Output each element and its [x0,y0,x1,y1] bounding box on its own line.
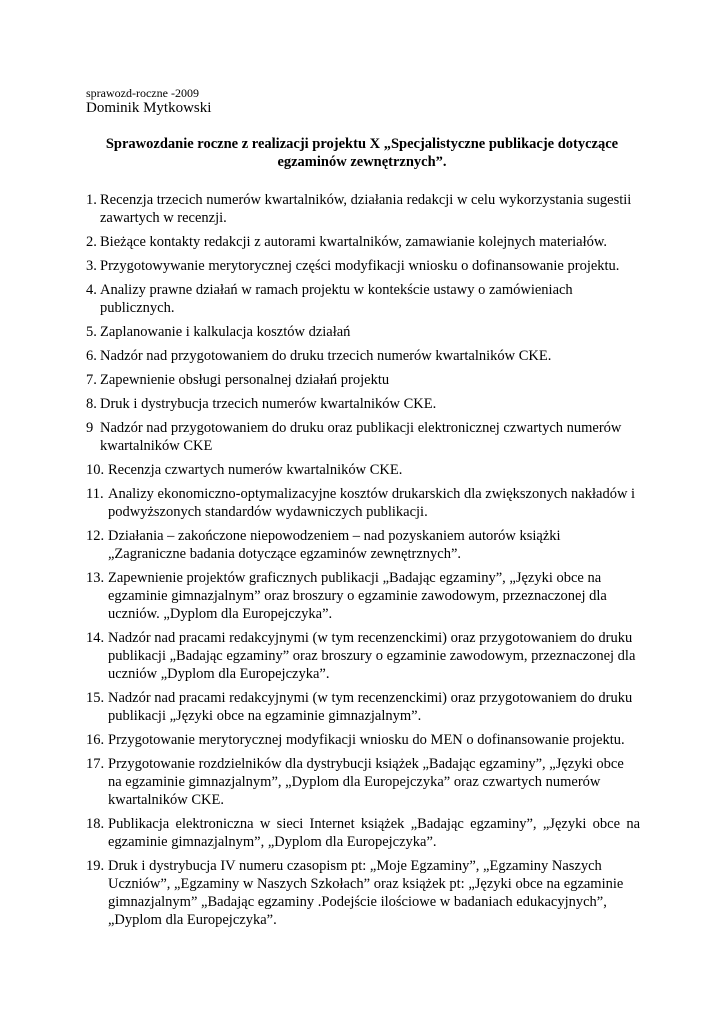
item-text: Bieżące kontakty redakcji z autorami kwartalników, zamawianie kolejnych materiałów. [100,234,608,250]
list-item [86,485,640,521]
item-text: Druk i dystrybucja IV numeru czasopism pt: „Moje Egzaminy”, „Egzaminy Naszych Uczniów”, „Egzaminy w Naszych Szkołach” oraz książek pt: „Języki obce na egzaminie gimnazjalnym” „Badając egzaminy .Podejście ilościowe w badaniach edukacyjnych”, „Dyplom dla Europejczyka”. [108,858,624,928]
author-name: Dominik Mytkowski [86,100,212,116]
item-number: 3. [86,258,97,274]
list-item [86,815,640,851]
item-number: 16. [86,732,105,748]
item-number: 19. [86,858,105,874]
item-text: Recenzja czwartych numerów kwartalników CKE. [108,462,403,478]
list-item [86,857,640,929]
list-item [86,347,640,365]
item-text: Nadzór nad pracami redakcyjnymi (w tym recenzenckimi) oraz przygotowaniem do druku publikacji „Badając egzaminy” oraz broszury o egzaminie zawodowym, przeznaczonej dla uczniów „Dyplom dla Europejczyka”. [108,630,636,682]
item-number: 10. [86,462,105,478]
list-item [86,629,640,683]
item-text: Analizy ekonomiczno-optymalizacyjne kosztów drukarskich dla zwiększonych nakładów i podwyższonych standardów wydawniczych publikacji. [108,486,636,520]
item-text: Nadzór nad przygotowaniem do druku trzecich numerów kwartalników CKE. [100,348,552,364]
item-text: Publikacja elektroniczna w sieci Internet książek „Badając egzaminy”, „Języki obce na egzaminie gimnazjalnym”, „Dyplom dla Europejczyka”. [108,816,640,850]
task-list [86,191,640,935]
item-number: 15. [86,690,105,706]
list-item [86,323,640,341]
item-text: Nadzór nad pracami redakcyjnymi (w tym recenzenckimi) oraz przygotowaniem do druku publikacji „Języki obce na egzaminie gimnazjalnym”. [108,690,633,724]
list-item [86,233,640,251]
list-item [86,461,640,479]
item-text: Przygotowywanie merytorycznej części modyfikacji wniosku o dofinansowanie projektu. [100,258,620,274]
item-text: Nadzór nad przygotowaniem do druku oraz publikacji elektronicznej czwartych numerów kwartalników CKE [100,420,622,454]
item-text: Zaplanowanie i kalkulacja kosztów działań [100,324,351,340]
item-number: 6. [86,348,97,364]
item-number: 12. [86,528,105,544]
list-item [86,371,640,389]
item-text: Działania – zakończone niepowodzeniem – nad pozyskaniem autorów książki „Zagraniczne badania dotyczące egzaminów zewnętrznych”. [108,528,561,562]
item-text: Przygotowanie rozdzielników dla dystrybucji książek „Badając egzaminy”, „Języki obce na egzaminie gimnazjalnym”, „Dyplom dla Europejczyka” oraz czwartych numerów kwartalników CKE. [108,756,624,808]
list-item [86,191,640,227]
item-text: Recenzja trzecich numerów kwartalników, działania redakcji w celu wykorzystania sugestii zawartych w recenzji. [100,192,632,226]
list-item [86,281,640,317]
item-number: 13. [86,570,105,586]
item-text: Zapewnienie obsługi personalnej działań projektu [100,372,390,388]
item-number: 9 [86,420,94,436]
list-item [86,731,640,749]
list-item [86,755,640,809]
item-text: Przygotowanie merytorycznej modyfikacji wniosku do MEN o dofinansowanie projektu. [108,732,625,748]
document-title: Sprawozdanie roczne z realizacji projektu X „Specjalistyczne publikacje dotyczące egzaminów zewnętrznych”. [105,136,619,170]
item-number: 11. [86,486,104,502]
item-number: 14. [86,630,105,646]
item-number: 4. [86,282,97,298]
item-text: Zapewnienie projektów graficznych publikacji „Badając egzaminy”, „Języki obce na egzaminie gimnazjalnym” oraz broszury o egzaminie zawodowym, przeznaczonej dla uczniów. „Dyplom dla Europejczyka”. [108,570,607,622]
list-item [86,395,640,413]
list-item [86,257,640,275]
list-item [86,689,640,725]
list-item [86,419,640,455]
list-item [86,569,640,623]
item-number: 7. [86,372,97,388]
item-number: 18. [86,816,105,832]
item-text: Druk i dystrybucja trzecich numerów kwartalników CKE. [100,396,437,412]
list-item [86,527,640,563]
item-number: 5. [86,324,97,340]
item-number: 17. [86,756,105,772]
item-number: 8. [86,396,97,412]
item-text: Analizy prawne działań w ramach projektu w kontekście ustawy o zamówieniach publicznych. [100,282,573,316]
document-code: sprawozd-roczne -2009 [86,86,199,100]
item-number: 1. [86,192,97,208]
item-number: 2. [86,234,97,250]
